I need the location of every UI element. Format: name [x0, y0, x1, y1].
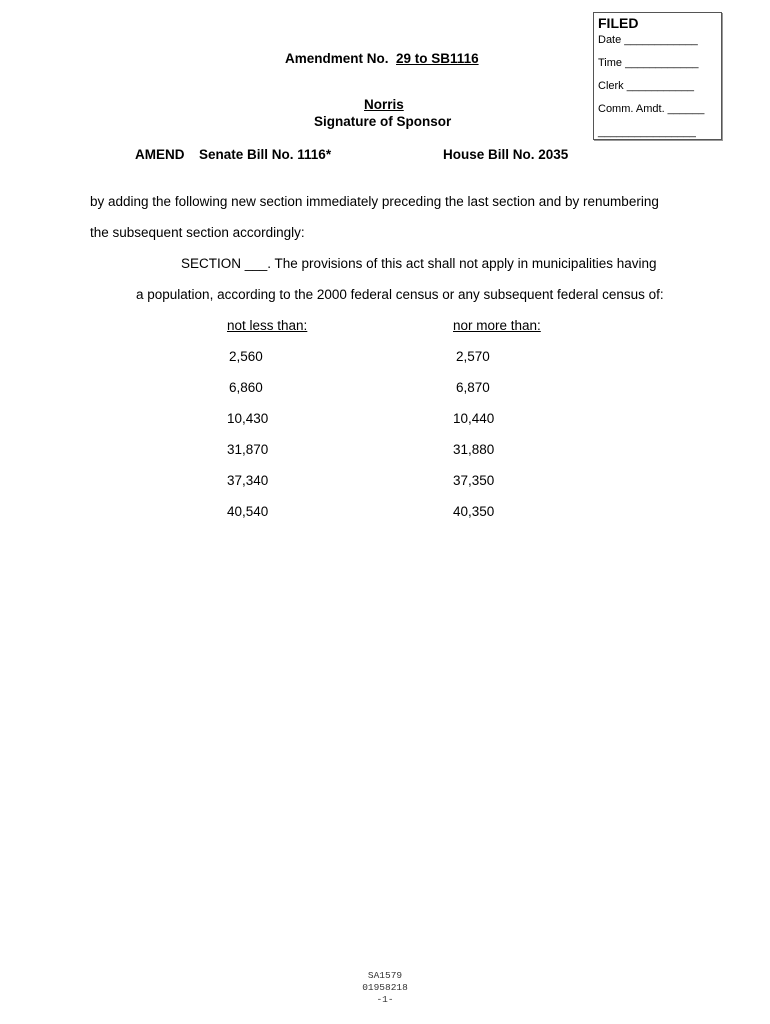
- filed-time: Time ____________: [598, 57, 699, 69]
- table-cell-min: 10,430: [227, 411, 269, 426]
- filed-stamp-box: [593, 12, 722, 140]
- table-cell-min: 31,870: [227, 442, 269, 457]
- filed-comm-amdt: Comm. Amdt. ______: [598, 103, 705, 115]
- filed-clerk: Clerk ___________: [598, 80, 695, 92]
- house-bill-number: House Bill No. 2035: [443, 147, 569, 162]
- table-cell-min: 6,860: [229, 380, 263, 395]
- table-cell-min: 37,340: [227, 473, 269, 488]
- amendment-title: [285, 51, 479, 66]
- amend-label: AMEND: [135, 147, 185, 162]
- table-cell-max: 40,350: [453, 504, 495, 519]
- body-line-1: by adding the following new section immediately preceding the last section and by renumbering: [90, 194, 659, 209]
- senate-bill-number: Senate Bill No. 1116*: [199, 147, 332, 162]
- table-cell-max: 6,870: [456, 380, 490, 395]
- filed-blank-line: ________________: [598, 126, 696, 138]
- amendment-number: 29 to SB1116: [396, 51, 479, 66]
- body-line-2: the subsequent section accordingly:: [90, 225, 305, 240]
- filed-title: FILED: [598, 15, 639, 31]
- table-cell-min: 2,560: [229, 349, 263, 364]
- filed-date: Date ____________: [598, 34, 698, 46]
- sponsor-caption: Signature of Sponsor: [314, 114, 452, 129]
- table-cell-min: 40,540: [227, 504, 269, 519]
- footer-code-2: 01958218: [362, 982, 408, 993]
- page-number: -1-: [376, 994, 394, 1005]
- table-cell-max: 10,440: [453, 411, 495, 426]
- document-footer: [0, 970, 770, 1006]
- section-line: SECTION ___. The provisions of this act shall not apply in municipalities having: [181, 256, 657, 271]
- sponsor-name: Norris: [364, 97, 404, 112]
- table-cell-max: 37,350: [453, 473, 495, 488]
- table-cell-max: 31,880: [453, 442, 495, 457]
- population-line: a population, according to the 2000 federal census or any subsequent federal census of:: [136, 287, 664, 302]
- column-header-max: nor more than:: [453, 318, 541, 333]
- amendment-prefix: Amendment No.: [285, 51, 389, 66]
- column-header-min: not less than:: [227, 318, 308, 333]
- footer-code-1: SA1579: [367, 970, 403, 981]
- table-cell-max: 2,570: [456, 349, 490, 364]
